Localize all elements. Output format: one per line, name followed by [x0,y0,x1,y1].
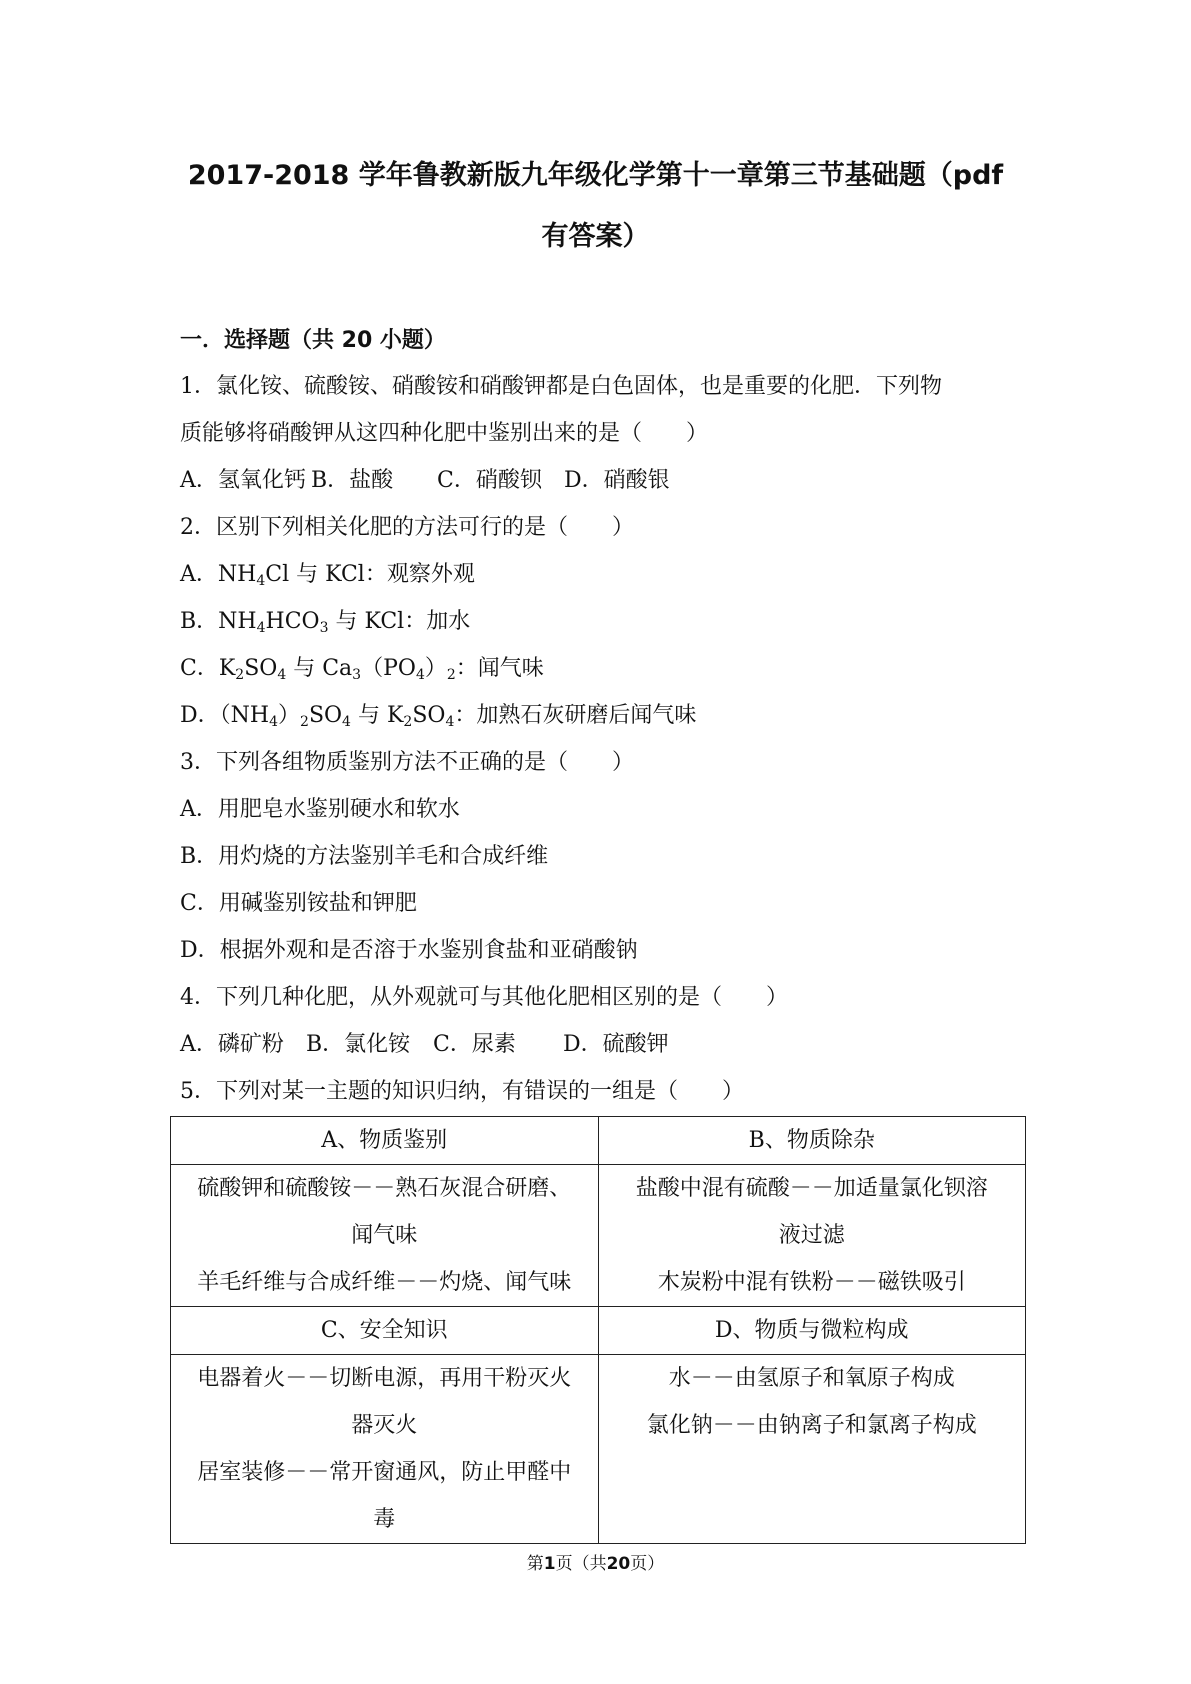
section-heading: 一．选择题（共 20 小题） [180,328,446,353]
table-row [171,1307,1026,1355]
doc-title-line-2: 有答案） [541,221,650,252]
table-cell-line: 器灭火 [351,1413,418,1438]
table-cell-b-head: B、物质除杂 [598,1117,1026,1165]
page-number: 1 [543,1554,556,1574]
q3-option-d: D．根据外观和是否溶于水鉴别食盐和亚硝酸钠 [180,938,638,963]
footer-text: 页（共 [555,1554,607,1574]
question-4-options [180,1030,669,1060]
q3-option-c: C．用碱鉴别铵盐和钾肥 [180,891,417,916]
q3-option-a: A．用肥皂水鉴别硬水和软水 [180,797,460,822]
question-1-options [180,466,670,496]
table-cell-line: 羊毛纤维与合成纤维－－灼烧、闻气味 [197,1270,572,1295]
q4-option-d: D．硫酸钾 [563,1032,669,1057]
q4-option-a: A．磷矿粉 [180,1032,284,1057]
question-4-stem: 4．下列几种化肥，从外观就可与其他化肥相区别的是（ ） [180,985,788,1010]
question-2-stem: 2．区别下列相关化肥的方法可行的是（ ） [180,515,634,540]
table-row [171,1165,1026,1307]
q2-option-d: D．$(NH_4)_2SO_4$ 与 $K_2SO_4$：加熟石灰研磨后闻气味 [180,703,697,730]
table-cell-line: 毒 [373,1507,396,1532]
q1-option-d: D．硝酸银 [564,468,670,493]
table-cell-line: 硫酸钾和硫酸铵－－熟石灰混合研磨、 [197,1176,572,1201]
q2-option-b: B．$NH_4HCO_3$ 与 KCl：加水 [180,609,471,636]
table-row [171,1355,1026,1544]
table-cell-line: 液过滤 [778,1223,845,1248]
table-cell-line: 氯化钠－－由钠离子和氯离子构成 [646,1413,977,1438]
table-cell-line: 盐酸中混有硫酸－－加适量氯化钡溶 [635,1176,988,1201]
q4-option-b: B．氯化铵 [306,1032,411,1057]
question-1-line-1: 1．氯化铵、硫酸铵、硝酸铵和硝酸钾都是白色固体，也是重要的化肥．下列物 [180,374,942,399]
q4-option-c: C．尿素 [433,1032,516,1057]
table-cell-c-body [171,1355,599,1544]
question-3-stem: 3．下列各组物质鉴别方法不正确的是（ ） [180,750,634,775]
table-cell-line: 闻气味 [351,1223,418,1248]
table-cell-line: 水－－由氢原子和氧原子构成 [668,1366,955,1391]
footer-text: 页） [630,1554,665,1574]
table-cell-d-head: D、物质与微粒构成 [598,1307,1026,1355]
table-cell-a-head: A、物质鉴别 [171,1117,599,1165]
question-1-line-2: 质能够将硝酸钾从这四种化肥中鉴别出来的是（ ） [180,421,709,446]
table-cell-d-body [598,1355,1026,1544]
table-cell-line: 电器着火－－切断电源，再用干粉灭火 [197,1366,572,1391]
table-row [171,1117,1026,1165]
table-cell-a-body [171,1165,599,1307]
q2-option-a: A．$NH_4Cl$ 与 KCl：观察外观 [180,562,475,589]
table-cell-c-head: C、安全知识 [171,1307,599,1355]
q3-option-b: B．用灼烧的方法鉴别羊毛和合成纤维 [180,844,549,869]
footer-text: 第 [526,1554,544,1574]
q2-option-c: C．$K_2SO_4$ 与 $Ca_3(PO_4)_2$：闻气味 [180,656,544,683]
knowledge-table [170,1116,1026,1544]
doc-title-line-1: 2017-2018 学年鲁教新版九年级化学第十一章第三节基础题（pdf [187,160,1004,191]
table-cell-b-body [598,1165,1026,1307]
q1-option-c: C．硝酸钡 [437,468,542,493]
q1-option-b: B．盐酸 [311,468,394,493]
page-total: 20 [606,1554,631,1574]
page-footer [0,1549,1191,1574]
table-cell-line: 木炭粉中混有铁粉－－磁铁吸引 [657,1270,966,1295]
q1-option-a: A．氢氧化钙 [180,468,306,493]
question-5-stem: 5．下列对某一主题的知识归纳，有错误的一组是（ ） [180,1079,744,1104]
table-cell-line: 居室装修－－常开窗通风，防止甲醛中 [197,1460,572,1485]
